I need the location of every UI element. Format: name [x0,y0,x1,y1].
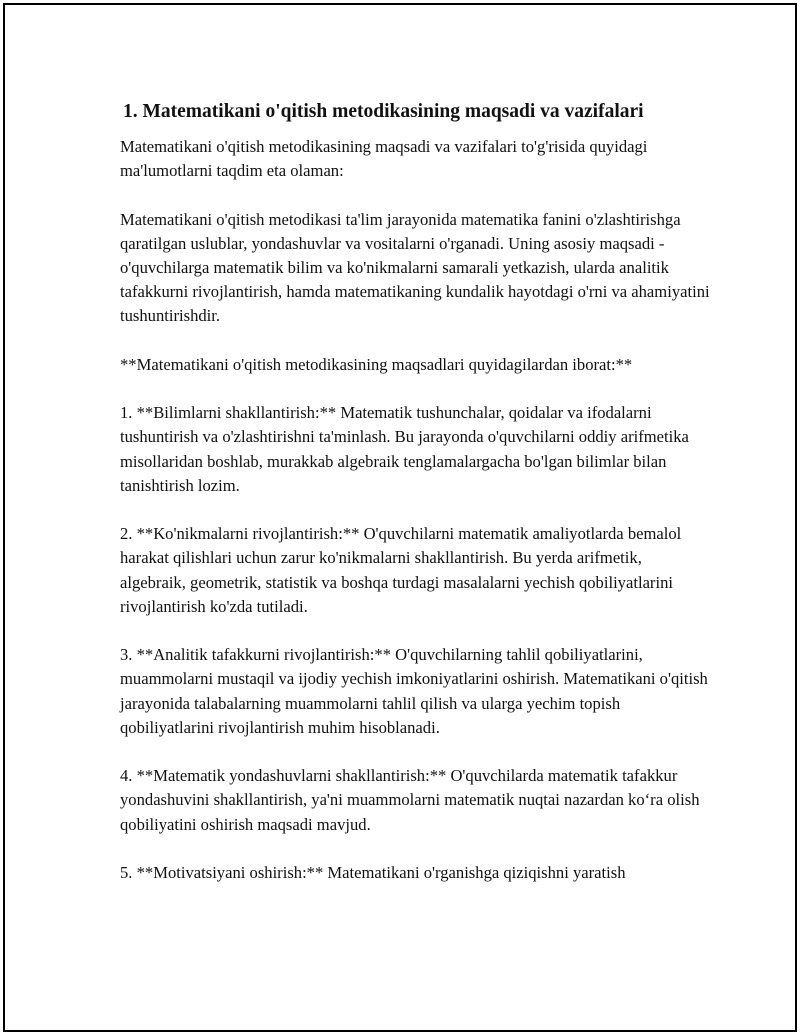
description-paragraph: Matematikani o'qitish metodikasi ta'lim jarayonida matematika fanini o'zlashtirishga qaratilgan uslublar, yondashuvlar va vositalarni o'rganadi. Uning asosiy maqsadi - o'quvchilarga matematik bilim va ko'nikmalarni samarali yetkazish, ularda analitik tafakkurni rivojlantirish, hamda matematikaning kundalik hayotdagi o'rni va ahamiyatini tushuntirishdir. [120,209,710,326]
page [3,3,797,1032]
document-title: 1. Matematikani o'qitish metodikasining maqsadi va vazifalari [123,101,644,122]
list-item-4: 4. **Matematik yondashuvlarni shakllantirish:** O'quvchilarda matematik tafakkur yondashuvini shakllantirish, ya'ni muammolarni matematik nuqtai nazardan ko‘ra olish qobiliyatini oshirish maqsadi mavjud. [120,766,700,834]
goals-heading-paragraph: **Matematikani o'qitish metodikasining maqsadlari quyidagilardan iborat:** [120,354,633,374]
document-body [120,99,710,909]
intro-paragraph: Matematikani o'qitish metodikasining maqsadi va vazifalari to'g'risida quyidagi ma'lumotlarni taqdim eta olaman: [120,137,648,181]
list-item-1: 1. **Bilimlarni shakllantirish:** Matematik tushunchalar, qoidalar va ifodalarni tushuntirish va o'zlashtirishni ta'minlash. Bu jarayonda o'quvchilarni oddiy arifmetika misollaridan boshlab, murakkab algebraik tenglamalargacha bo'lgan bilimlar bilan tanishtirish lozim. [120,403,689,495]
list-item-5: 5. **Motivatsiyani oshirish:** Matematikani o'rganishga qiziqishni yaratish [120,862,626,882]
list-item-2: 2. **Ko'nikmalarni rivojlantirish:** O'quvchilarni matematik amaliyotlarda bemalol harakat qilishlari uchun zarur ko'nikmalarni shakllantirish. Bu yerda arifmetik, algebraik, geometrik, statistik va boshqa turdagi masalalarni yechish qobiliyatlarini rivojlantirish ko'zda tutiladi. [120,524,682,616]
list-item-3: 3. **Analitik tafakkurni rivojlantirish:** O'quvchilarning tahlil qobiliyatlarini, muammolarni mustaqil va ijodiy yechish imkoniyatlarini oshirish. Matematikani o'qitish jarayonida talabalarning muammolarni tahlil qilish va ularga yechim topish qobiliyatlarini rivojlantirish muhim hisoblanadi. [120,645,708,737]
